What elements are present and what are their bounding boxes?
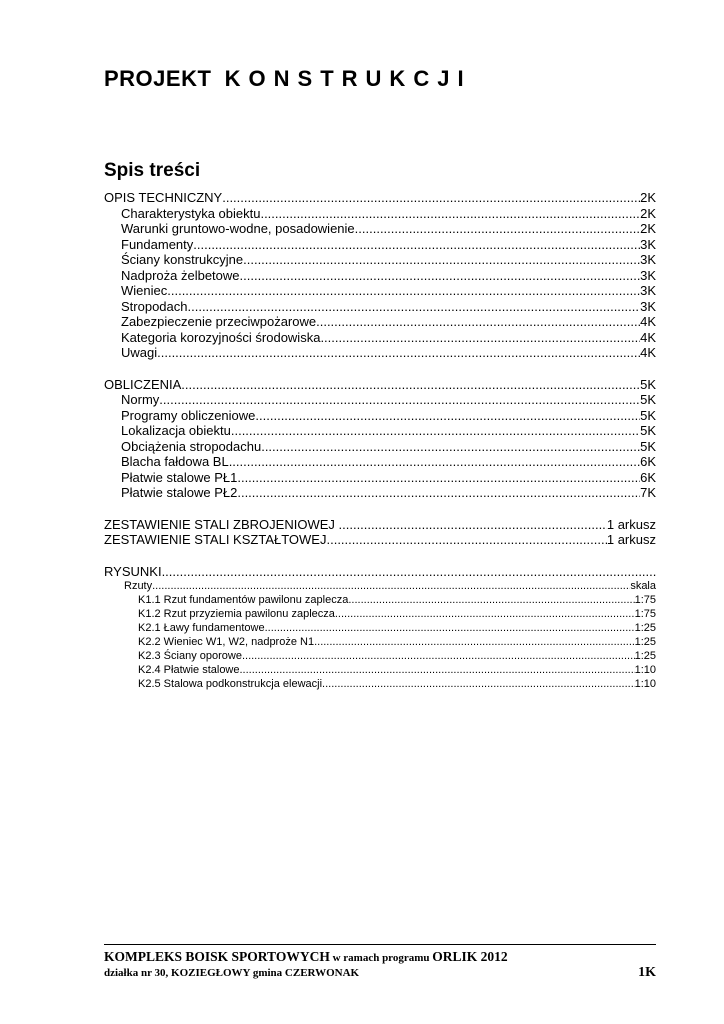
page-number: 1K [638,965,656,980]
toc-entry-zestawienie-zbrojeniowej[interactable] [104,517,656,533]
toc-drawing-entry[interactable]: K1.1 Rzut fundamentów pawilonu zaplecza ..... 1:75 [104,593,656,607]
footer-location: działka nr 30, KOZIEGŁOWY gmina CZERWONAK [104,967,360,979]
toc-entry-opis[interactable] [104,190,656,206]
table-of-contents [104,190,656,691]
toc-drawing-entry[interactable]: K2.5 Stalowa podkonstrukcja elewacji ..... 1:10 [104,677,656,691]
toc-subentry[interactable]: Fundamenty ..... 3K [104,237,656,253]
toc-entry-label: ZESTAWIENIE STALI ZBROJENIOWEJ [104,516,339,532]
footer-divider [104,944,656,945]
toc-subentry[interactable]: Wieniec ..... 3K [104,283,656,299]
toc-subentry[interactable]: Stropodach ..... 3K [104,299,656,315]
toc-entry-label: ZESTAWIENIE STALI KSZTAŁTOWEJ [104,532,327,547]
toc-heading: Spis treści [104,160,201,181]
toc-subentry[interactable]: Obciążenia stropodachu ..... 5K [104,439,656,455]
toc-entry-rzuty[interactable]: Rzuty ..... skala [104,579,656,593]
toc-subentry[interactable]: Warunki gruntowo-wodne, posadowienie ..... 2K [104,221,656,237]
toc-entry-page: 1 arkusz [606,516,656,532]
toc-entry-page: 2K [640,190,656,205]
toc-subentry[interactable]: Blacha fałdowa BL ..... 6K [104,454,656,470]
title-word-projekt: PROJEKT [104,66,212,91]
toc-subentry[interactable]: Uwagi ..... 4K [104,345,656,361]
toc-entry-label: OBLICZENIA [104,376,182,392]
footer-program-name: ORLIK 2012 [432,949,508,964]
toc-entry-label: RYSUNKI [104,563,162,579]
toc-entry-obliczenia[interactable] [104,377,656,393]
title-word-konstrukcji: KONSTRUKCJI [224,66,472,91]
footer-project-name [104,948,508,966]
toc-subentry[interactable]: Kategoria korozyjności środowiska ..... 4K [104,330,656,346]
toc-entry-page: 5K [640,376,656,392]
toc-subentry[interactable]: Lokalizacja obiektu ..... 5K [104,423,656,439]
toc-drawing-entry[interactable]: K2.2 Wieniec W1, W2, nadproże N1 ..... 1:25 [104,635,656,649]
toc-drawing-entry[interactable]: K2.3 Ściany oporowe ..... 1:25 [104,649,656,663]
footer-program-prefix: w ramach programu [329,952,433,964]
toc-subentry[interactable]: Normy ..... 5K [104,392,656,408]
toc-subentry[interactable]: Płatwie stalowe PŁ2 ..... 7K [104,485,656,501]
toc-subentry[interactable]: Programy obliczeniowe ..... 5K [104,408,656,424]
toc-entry-rysunki[interactable] [104,564,656,580]
toc-subentry[interactable]: Charakterystyka obiektu ..... 2K [104,206,656,222]
toc-subentry[interactable]: Zabezpieczenie przeciwpożarowe ..... 4K [104,314,656,330]
page-title [104,66,472,92]
toc-entry-zestawienie-ksztaltowej[interactable] [104,532,656,548]
toc-entry-label: OPIS TECHNICZNY [104,190,223,205]
toc-subentry[interactable]: Nadproża żelbetowe ..... 3K [104,268,656,284]
toc-drawing-entry[interactable]: K1.2 Rzut przyziemia pawilonu zaplecza ..... 1:75 [104,607,656,621]
footer-project-title: KOMPLEKS BOISK SPORTOWYCH [104,949,330,964]
toc-subentry[interactable]: Płatwie stalowe PŁ1 ..... 6K [104,470,656,486]
toc-drawing-entry[interactable]: K2.4 Płatwie stalowe ..... 1:10 [104,663,656,677]
toc-subentry[interactable]: Ściany konstrukcyjne ..... 3K [104,252,656,268]
toc-drawing-entry[interactable]: K2.1 Ławy fundamentowe ..... 1:25 [104,621,656,635]
toc-entry-page: 1 arkusz [606,532,656,547]
